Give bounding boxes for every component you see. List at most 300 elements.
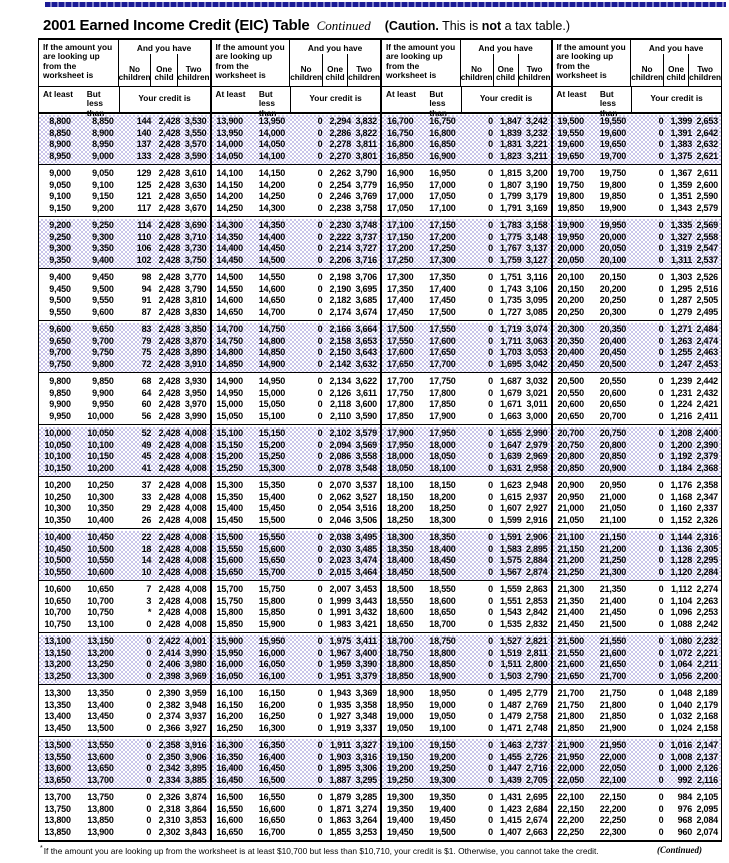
cell-credit-one-child: 2,428 — [158, 272, 181, 282]
cell-credit-no-children: 0 — [146, 699, 152, 710]
cell-at-least: 17,200 — [387, 243, 414, 253]
table-row — [382, 659, 551, 671]
cell-credit-two-children: 3,421 — [355, 618, 377, 629]
cell-credit-no-children: 0 — [317, 462, 323, 473]
row-block — [39, 531, 210, 581]
cell-at-least: 9,100 — [49, 191, 71, 201]
cell-but-less-than: 10,200 — [87, 462, 114, 473]
table-row — [212, 428, 381, 440]
table-row — [382, 272, 551, 284]
cell-credit-no-children: 0 — [488, 220, 493, 230]
cell-at-least: 16,700 — [387, 116, 414, 126]
cell-credit-one-child: 1,575 — [499, 555, 522, 565]
cell-but-less-than: 10,600 — [87, 566, 114, 577]
cell-credit-two-children: 3,000 — [525, 410, 548, 421]
cell-credit-one-child: 1,279 — [670, 306, 693, 317]
table-row — [212, 567, 381, 579]
cell-credit-two-children: 3,316 — [355, 751, 377, 762]
cell-but-less-than: 20,500 — [599, 358, 627, 369]
table-row — [39, 480, 210, 492]
cell-credit-two-children: 2,537 — [696, 254, 718, 265]
cell-but-less-than: 19,750 — [599, 168, 627, 178]
cell-credit-one-child: 1,831 — [499, 139, 522, 149]
cell-credit-no-children: 0 — [317, 387, 323, 398]
col-header-one-child: One child — [493, 54, 518, 86]
cell-at-least: 14,400 — [216, 243, 243, 253]
cell-but-less-than: 20,250 — [599, 295, 627, 305]
table-row — [212, 815, 381, 827]
cell-credit-no-children: 0 — [488, 295, 493, 305]
table-row — [553, 584, 722, 596]
cell-credit-one-child: 2,428 — [158, 191, 181, 201]
cell-credit-two-children: 2,547 — [696, 243, 718, 253]
cell-credit-no-children: 0 — [317, 751, 323, 762]
cell-credit-no-children: 29 — [141, 503, 152, 513]
eic-table — [38, 38, 722, 842]
column-groups — [38, 40, 722, 842]
cell-credit-two-children: 2,105 — [696, 792, 718, 802]
cell-but-less-than: 9,000 — [92, 150, 114, 161]
table-row — [382, 700, 551, 712]
cell-credit-two-children: 3,530 — [184, 116, 207, 126]
cell-credit-two-children: 3,306 — [355, 763, 377, 773]
cell-at-least: 18,250 — [387, 514, 414, 525]
table-row — [382, 139, 551, 151]
cell-credit-no-children: 0 — [317, 722, 323, 733]
table-row — [553, 827, 722, 839]
cell-at-least: 20,850 — [557, 462, 584, 473]
table-row — [212, 324, 381, 336]
cell-credit-no-children: 0 — [658, 387, 664, 398]
table-row — [39, 232, 210, 244]
title-continued: Continued — [316, 18, 371, 33]
row-block — [39, 167, 210, 217]
cell-at-least: 15,250 — [216, 462, 243, 473]
cell-credit-two-children: 3,830 — [184, 306, 207, 317]
cell-at-least: 21,650 — [557, 670, 584, 681]
cell-but-less-than: 17,200 — [429, 231, 456, 242]
group-header — [212, 40, 381, 118]
cell-credit-one-child: 2,350 — [158, 751, 181, 762]
cell-at-least: 21,400 — [557, 607, 584, 617]
cell-at-least: 15,100 — [216, 428, 243, 438]
cell-credit-two-children: 2,716 — [525, 763, 548, 773]
cell-but-less-than: 16,650 — [258, 815, 286, 825]
row-block — [382, 167, 551, 217]
cell-credit-two-children: 3,464 — [355, 566, 377, 577]
table-row — [212, 347, 381, 359]
cell-at-least: 9,900 — [49, 399, 71, 409]
cell-at-least: 17,100 — [387, 220, 414, 230]
cell-but-less-than: 19,100 — [429, 722, 456, 733]
cell-credit-two-children: 2,916 — [525, 514, 548, 525]
table-row — [553, 151, 722, 163]
cell-credit-one-child: 976 — [677, 803, 693, 814]
cell-credit-two-children: 2,842 — [525, 607, 548, 617]
cell-at-least: 10,700 — [44, 607, 71, 617]
cell-credit-no-children: 0 — [658, 168, 664, 178]
cell-at-least: 15,350 — [216, 491, 243, 502]
cell-credit-two-children: 2,853 — [525, 595, 548, 606]
cell-credit-one-child: 2,286 — [329, 127, 352, 138]
cell-credit-no-children: 0 — [488, 699, 493, 710]
cell-credit-no-children: 0 — [488, 451, 493, 461]
cell-but-less-than: 18,450 — [429, 555, 456, 565]
cell-but-less-than: 21,100 — [599, 514, 627, 525]
table-row — [39, 752, 210, 764]
cell-credit-no-children: 0 — [488, 410, 493, 421]
cell-credit-one-child: 2,428 — [158, 358, 181, 369]
col-header-your-credit-is: Your credit is — [461, 87, 551, 112]
cell-at-least: 15,750 — [216, 595, 243, 606]
cell-but-less-than: 19,050 — [429, 711, 456, 721]
table-row — [382, 555, 551, 567]
table-row — [212, 532, 381, 544]
cell-at-least: 13,400 — [44, 711, 71, 721]
cell-credit-one-child: 1,399 — [670, 116, 693, 126]
cell-credit-one-child: 1,815 — [499, 168, 522, 178]
cell-at-least: 16,500 — [216, 792, 243, 802]
cell-credit-no-children: 0 — [488, 543, 493, 554]
cell-credit-one-child: 1,184 — [670, 462, 693, 473]
cell-at-least: 13,650 — [44, 774, 71, 785]
cell-credit-one-child: 960 — [677, 826, 693, 837]
cell-at-least: 18,450 — [387, 566, 414, 577]
cell-but-less-than: 14,100 — [258, 150, 286, 161]
cell-at-least: 22,250 — [557, 826, 584, 837]
cell-credit-no-children: 0 — [658, 751, 664, 762]
table-row — [553, 700, 722, 712]
cell-but-less-than: 9,150 — [92, 191, 114, 201]
cell-at-least: 10,250 — [44, 491, 71, 502]
cell-but-less-than: 16,000 — [258, 647, 286, 658]
cell-credit-two-children: 4,008 — [184, 618, 207, 629]
cell-credit-no-children: 0 — [658, 566, 664, 577]
cell-but-less-than: 19,300 — [429, 774, 456, 785]
row-block — [39, 375, 210, 425]
cell-credit-one-child: 1,311 — [670, 254, 693, 265]
col-header-one-child: One child — [322, 54, 347, 86]
row-block — [212, 115, 381, 165]
cell-credit-no-children: 0 — [488, 243, 493, 253]
cell-credit-two-children: 2,516 — [696, 283, 718, 294]
cell-credit-one-child: 1,919 — [329, 722, 352, 733]
col-header-at-least: At least — [215, 89, 246, 99]
table-row — [382, 763, 551, 775]
cell-credit-two-children: 2,074 — [696, 826, 718, 837]
cell-credit-two-children: 2,937 — [525, 491, 548, 502]
cell-but-less-than: 20,700 — [599, 410, 627, 421]
cell-but-less-than: 16,400 — [258, 751, 286, 762]
table-row — [39, 763, 210, 775]
table-row — [553, 792, 722, 804]
cell-credit-two-children: 3,853 — [184, 815, 207, 825]
row-block — [553, 219, 722, 269]
cell-credit-no-children: 98 — [141, 272, 152, 282]
cell-at-least: 18,550 — [387, 595, 414, 606]
cell-but-less-than: 17,000 — [429, 179, 456, 190]
cell-credit-two-children: 3,264 — [355, 815, 377, 825]
cell-credit-two-children: 3,710 — [184, 231, 207, 242]
cell-at-least: 17,600 — [387, 347, 414, 357]
table-row — [382, 532, 551, 544]
group-body — [39, 114, 210, 840]
cell-credit-two-children: 2,821 — [525, 636, 548, 646]
cell-credit-no-children: 0 — [317, 555, 323, 565]
table-row — [212, 220, 381, 232]
cell-credit-two-children: 3,411 — [355, 636, 377, 646]
cell-credit-no-children: 0 — [658, 150, 664, 161]
cell-credit-two-children: 2,927 — [525, 503, 548, 513]
cell-but-less-than: 21,900 — [599, 722, 627, 733]
cell-but-less-than: 10,400 — [87, 514, 114, 525]
cell-credit-no-children: 114 — [137, 220, 152, 230]
cell-at-least: 18,850 — [387, 670, 414, 681]
cell-but-less-than: 19,550 — [599, 116, 627, 126]
cell-credit-one-child: 1,519 — [499, 647, 522, 658]
cell-credit-no-children: 0 — [658, 254, 664, 265]
cell-credit-no-children: 0 — [317, 607, 323, 617]
cell-credit-no-children: 0 — [488, 763, 493, 773]
cell-credit-no-children: 0 — [317, 116, 323, 126]
cell-credit-two-children: 3,927 — [184, 722, 207, 733]
cell-but-less-than: 21,950 — [599, 740, 627, 750]
cell-credit-no-children: 0 — [658, 347, 664, 357]
cell-at-least: 15,150 — [216, 439, 243, 450]
cell-but-less-than: 16,300 — [258, 722, 286, 733]
cell-at-least: 19,150 — [387, 751, 414, 762]
cell-credit-two-children: 3,685 — [355, 295, 377, 305]
cell-credit-two-children: 3,106 — [525, 283, 548, 294]
cell-credit-one-child: 1,160 — [670, 503, 693, 513]
table-row — [553, 284, 722, 296]
cell-credit-two-children: 3,937 — [184, 711, 207, 721]
table-row — [39, 191, 210, 203]
footnote — [38, 842, 722, 856]
table-row — [39, 388, 210, 400]
cell-at-least: 9,650 — [49, 335, 71, 346]
cell-credit-one-child: 2,428 — [158, 595, 181, 606]
cell-credit-two-children: 3,095 — [525, 295, 548, 305]
table-row — [212, 827, 381, 839]
table-row — [553, 503, 722, 515]
cell-credit-one-child: 1,751 — [499, 272, 522, 282]
cell-credit-one-child: 2,126 — [329, 387, 352, 398]
row-block — [382, 791, 551, 840]
cell-but-less-than: 14,300 — [258, 202, 286, 213]
cell-but-less-than: 19,900 — [599, 202, 627, 213]
cell-credit-no-children: 0 — [317, 202, 323, 213]
cell-credit-one-child: 2,428 — [158, 503, 181, 513]
cell-credit-no-children: 0 — [658, 532, 664, 542]
table-row — [553, 255, 722, 267]
cell-credit-two-children: 3,032 — [525, 376, 548, 386]
cell-credit-one-child: 1,239 — [670, 376, 693, 386]
cell-credit-two-children: 2,590 — [696, 191, 718, 201]
cell-credit-no-children: 0 — [146, 740, 152, 750]
cell-at-least: 20,300 — [557, 324, 584, 334]
cell-credit-one-child: 2,038 — [329, 532, 352, 542]
cell-at-least: 14,900 — [216, 376, 243, 386]
table-row — [39, 347, 210, 359]
cell-at-least: 14,100 — [216, 168, 243, 178]
cell-at-least: 17,500 — [387, 324, 414, 334]
cell-but-less-than: 18,850 — [429, 659, 456, 669]
cell-at-least: 16,800 — [387, 139, 414, 149]
cell-credit-one-child: 1,727 — [499, 306, 522, 317]
cell-credit-one-child: 2,428 — [158, 324, 181, 334]
cell-credit-no-children: 0 — [317, 826, 323, 837]
cell-at-least: 10,350 — [44, 514, 71, 525]
cell-credit-one-child: 2,382 — [158, 699, 181, 710]
cell-at-least: 19,750 — [557, 179, 584, 190]
cell-at-least: 9,950 — [49, 410, 71, 421]
cell-but-less-than: 20,850 — [599, 451, 627, 461]
cell-credit-no-children: 0 — [317, 595, 323, 606]
cell-credit-two-children: 3,495 — [355, 532, 377, 542]
table-row — [39, 584, 210, 596]
cell-at-least: 18,400 — [387, 555, 414, 565]
cell-credit-two-children: 4,008 — [184, 503, 207, 513]
cell-at-least: 18,050 — [387, 462, 414, 473]
cell-at-least: 10,000 — [44, 428, 71, 438]
cell-credit-two-children: 3,116 — [526, 272, 548, 282]
cell-credit-two-children: 3,021 — [525, 387, 548, 398]
cell-credit-one-child: 1,088 — [670, 618, 693, 629]
cell-credit-one-child: 2,094 — [329, 439, 352, 450]
cell-credit-no-children: 0 — [317, 699, 323, 710]
table-row — [212, 648, 381, 660]
cell-credit-one-child: 2,342 — [158, 763, 181, 773]
table-row — [382, 752, 551, 764]
cell-credit-no-children: 0 — [488, 514, 493, 525]
cell-credit-one-child: 2,046 — [329, 514, 352, 525]
table-row — [553, 515, 722, 527]
table-row — [212, 659, 381, 671]
cell-credit-one-child: 1,551 — [499, 595, 522, 606]
col-header-but-less-than: But less than — [599, 89, 618, 118]
cell-credit-one-child: 1,527 — [499, 636, 522, 646]
cell-but-less-than: 16,050 — [258, 659, 286, 669]
cell-credit-two-children: 2,684 — [525, 803, 548, 814]
cell-credit-two-children: 2,305 — [696, 543, 718, 554]
table-row — [212, 411, 381, 423]
cell-credit-two-children: 2,642 — [696, 127, 718, 138]
cell-credit-no-children: 0 — [658, 792, 664, 802]
table-row — [553, 775, 722, 787]
table-row — [212, 307, 381, 319]
cell-at-least: 17,900 — [387, 428, 414, 438]
group-body — [553, 114, 722, 840]
table-row — [382, 815, 551, 827]
cell-credit-one-child: 1,503 — [499, 670, 522, 681]
table-row — [553, 636, 722, 648]
cell-credit-no-children: 0 — [317, 451, 323, 461]
cell-credit-one-child: 1,104 — [670, 595, 693, 606]
cell-credit-one-child: 2,428 — [158, 347, 181, 357]
cell-credit-no-children: 0 — [658, 555, 664, 565]
row-block — [382, 479, 551, 529]
cell-credit-no-children: 0 — [488, 618, 493, 629]
cell-credit-no-children: 87 — [141, 306, 152, 317]
cell-but-less-than: 18,900 — [429, 670, 456, 681]
cell-credit-one-child: 2,174 — [329, 306, 352, 317]
cell-at-least: 19,700 — [557, 168, 584, 178]
cell-credit-one-child: 2,428 — [158, 116, 181, 126]
cell-credit-no-children: 56 — [141, 410, 152, 421]
cell-but-less-than: 10,000 — [87, 410, 114, 421]
cell-credit-no-children: 0 — [488, 774, 493, 785]
cell-at-least: 9,200 — [49, 220, 71, 230]
table-row — [553, 804, 722, 816]
cell-credit-no-children: 68 — [141, 376, 152, 386]
table-row — [212, 399, 381, 411]
table-row — [39, 596, 210, 608]
table-row — [382, 584, 551, 596]
cell-credit-no-children: 0 — [488, 670, 493, 681]
cell-credit-one-child: 1,287 — [670, 295, 693, 305]
cell-credit-no-children: 0 — [317, 324, 323, 334]
row-block — [212, 323, 381, 373]
cell-credit-one-child: 1,871 — [329, 803, 352, 814]
cell-at-least: 21,000 — [557, 503, 584, 513]
cell-credit-two-children: 2,474 — [696, 335, 718, 346]
cell-credit-one-child: 2,428 — [158, 514, 181, 525]
cell-but-less-than: 19,700 — [599, 150, 627, 161]
cell-at-least: 20,450 — [557, 358, 584, 369]
cell-but-less-than: 17,550 — [429, 324, 456, 334]
cell-credit-one-child: 1,319 — [670, 243, 693, 253]
cell-credit-two-children: 3,327 — [355, 740, 377, 750]
cell-but-less-than: 21,200 — [599, 543, 627, 554]
cell-credit-two-children: 2,274 — [696, 584, 718, 594]
cell-credit-two-children: 4,008 — [184, 543, 207, 554]
cell-but-less-than: 17,250 — [429, 243, 456, 253]
cell-credit-no-children: 0 — [146, 618, 152, 629]
cell-credit-no-children: 0 — [317, 740, 323, 750]
cell-credit-no-children: 22 — [141, 532, 152, 542]
table-row — [382, 428, 551, 440]
col-header-one-child: One child — [663, 54, 688, 86]
cell-but-less-than: 16,750 — [429, 116, 456, 126]
cell-credit-two-children: 2,748 — [525, 722, 548, 733]
cell-at-least: 16,450 — [216, 774, 243, 785]
table-row — [212, 191, 381, 203]
cell-credit-no-children: 0 — [488, 659, 493, 669]
cell-credit-two-children: 4,008 — [184, 555, 207, 565]
cell-at-least: 9,500 — [49, 295, 71, 305]
cell-credit-no-children: 0 — [146, 774, 152, 785]
table-row — [39, 324, 210, 336]
cell-at-least: 9,250 — [49, 231, 71, 242]
table-row — [382, 388, 551, 400]
cell-credit-one-child: 1,168 — [670, 491, 693, 502]
cell-at-least: 21,850 — [557, 722, 584, 733]
cell-credit-no-children: 0 — [317, 566, 323, 577]
cell-but-less-than: 19,150 — [429, 740, 456, 750]
row-block — [212, 427, 381, 477]
continued-marker: (Continued) — [656, 845, 702, 856]
table-row — [382, 740, 551, 752]
cell-but-less-than: 16,700 — [258, 826, 286, 837]
cell-credit-two-children: 2,790 — [525, 670, 548, 681]
cell-credit-two-children: 3,548 — [355, 462, 377, 473]
cell-at-least: 14,650 — [216, 306, 243, 317]
cell-credit-two-children: 2,705 — [525, 774, 548, 785]
cell-credit-no-children: 0 — [317, 543, 323, 554]
cell-credit-two-children: 2,969 — [525, 451, 548, 461]
cell-at-least: 19,500 — [557, 116, 584, 126]
